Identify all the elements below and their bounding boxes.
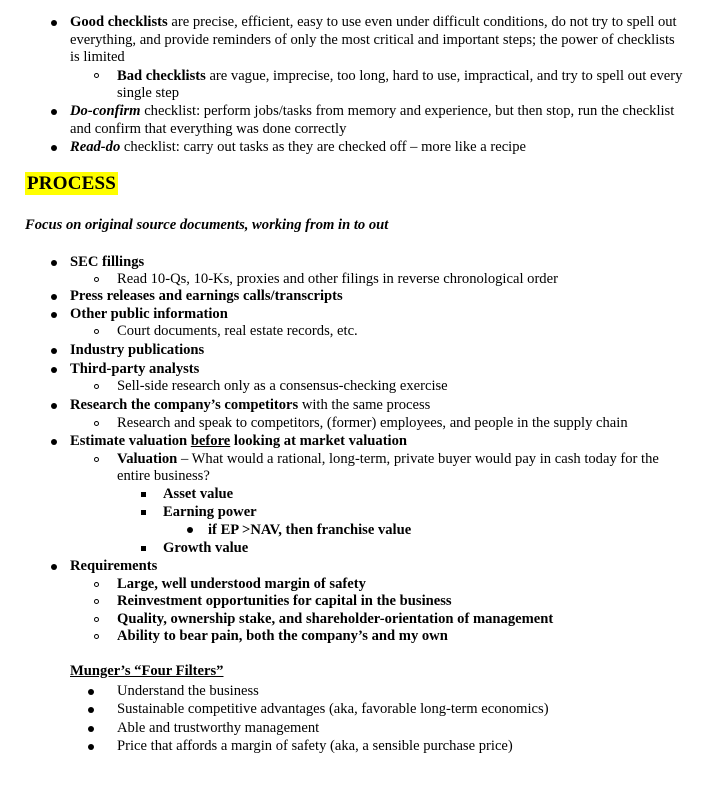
- sub-bullet: [94, 384, 99, 389]
- sub-bullet: [94, 457, 99, 462]
- press-releases: Press releases and earnings calls/transcripts: [70, 288, 343, 304]
- earning-power: Earning power: [163, 504, 257, 520]
- read-do-line: Read-do checklist: carry out tasks as they are checked off – more like a recipe: [70, 139, 527, 155]
- munger-item: Understand the business: [117, 683, 259, 699]
- process-subtitle: Focus on original source documents, working from in to out: [25, 217, 389, 233]
- valuation-line: entire business?: [117, 468, 210, 484]
- third-party-analysts-sub: Sell-side research only as a consensus-checking exercise: [117, 378, 448, 394]
- bullet: [187, 527, 193, 533]
- bad-checklists-line: single step: [117, 85, 180, 101]
- sub-bullet: [94, 73, 99, 78]
- bullet: [51, 109, 57, 115]
- sec-fillings: SEC fillings: [70, 254, 145, 270]
- sub-bullet: [94, 329, 99, 334]
- requirement-item: Ability to bear pain, both the company’s and my own: [117, 628, 448, 644]
- sub-bullet: [94, 634, 99, 639]
- bullet: [51, 294, 57, 300]
- bullet: [51, 312, 57, 318]
- bullet: [51, 403, 57, 409]
- square-bullet: [141, 510, 146, 515]
- square-bullet: [141, 492, 146, 497]
- other-public-info: Other public information: [70, 306, 228, 322]
- munger-title: Munger’s “Four Filters”: [70, 663, 224, 679]
- sub-bullet: [94, 582, 99, 587]
- do-confirm-line: and confirm that everything was done correctly: [70, 121, 347, 137]
- industry-publications: Industry publications: [70, 342, 205, 358]
- franchise-value: if EP >NAV, then franchise value: [208, 522, 412, 538]
- munger-item: Sustainable competitive advantages (aka, favorable long-term economics): [117, 701, 549, 717]
- sub-bullet: [94, 617, 99, 622]
- estimate-valuation: Estimate valuation before looking at market valuation: [70, 433, 408, 449]
- good-checklists-line: everything, and provide reminders of only the most critical and important steps; the power of checklists: [70, 32, 675, 48]
- bullet: [51, 348, 57, 354]
- bullet: [88, 707, 94, 713]
- bad-checklists-line: Bad checklists are vague, imprecise, too long, hard to use, impractical, and try to spell out every: [117, 68, 683, 84]
- requirement-item: Reinvestment opportunities for capital in the business: [117, 593, 452, 609]
- square-bullet: [141, 546, 146, 551]
- growth-value: Growth value: [163, 540, 249, 556]
- bullet: [88, 689, 94, 695]
- do-confirm-line: Do-confirm checklist: perform jobs/tasks from memory and experience, but then stop, run the checklist: [70, 103, 675, 119]
- sec-fillings-sub: Read 10-Qs, 10-Ks, proxies and other filings in reverse chronological order: [117, 271, 558, 287]
- bullet: [88, 744, 94, 750]
- other-public-info-sub: Court documents, real estate records, etc.: [117, 323, 358, 339]
- sub-bullet: [94, 277, 99, 282]
- valuation-line: Valuation – What would a rational, long-term, private buyer would pay in cash today for the: [117, 451, 659, 467]
- competitors-sub: Research and speak to competitors, (former) employees, and people in the supply chain: [117, 415, 628, 431]
- bullet: [88, 726, 94, 732]
- bullet: [51, 145, 57, 151]
- munger-item: Able and trustworthy management: [117, 720, 320, 736]
- munger-item: Price that affords a margin of safety (aka, a sensible purchase price): [117, 738, 513, 754]
- bullet: [51, 439, 57, 445]
- good-checklists-line: is limited: [70, 49, 125, 65]
- process-heading: PROCESS: [27, 173, 117, 194]
- bullet: [51, 367, 57, 373]
- requirement-item: Quality, ownership stake, and shareholder-orientation of management: [117, 611, 554, 627]
- requirement-item: Large, well understood margin of safety: [117, 576, 366, 592]
- bullet: [51, 20, 57, 26]
- bullet: [51, 564, 57, 570]
- sub-bullet: [94, 421, 99, 426]
- good-checklists-line: Good checklists are precise, efficient, easy to use even under difficult conditions, do not try to spell out: [70, 14, 677, 30]
- requirements-label: Requirements: [70, 558, 158, 574]
- sub-bullet: [94, 599, 99, 604]
- asset-value: Asset value: [163, 486, 234, 502]
- bullet: [51, 260, 57, 266]
- third-party-analysts: Third-party analysts: [70, 361, 200, 377]
- competitors-line: Research the company’s competitors with the same process: [70, 397, 431, 413]
